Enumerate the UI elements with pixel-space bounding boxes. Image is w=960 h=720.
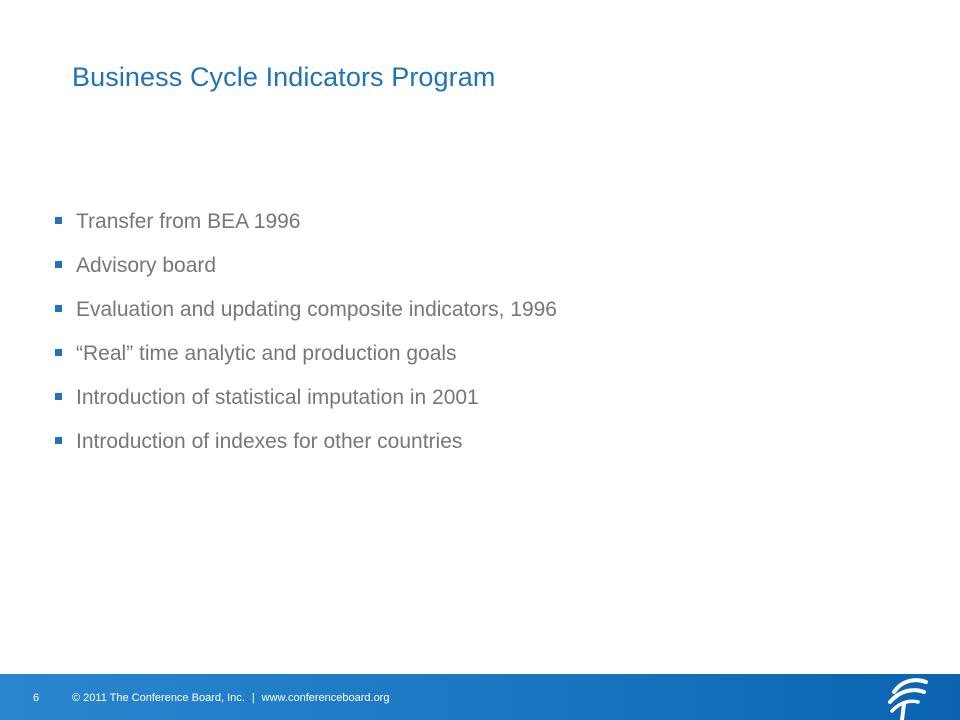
square-bullet-icon (55, 261, 62, 268)
slide-title: Business Cycle Indicators Program (72, 62, 496, 92)
bullet-item (52, 334, 557, 378)
bullet-text: Evaluation and updating composite indicators, 1996 (76, 298, 557, 321)
bullet-text: Transfer from BEA 1996 (76, 210, 301, 233)
footer-bar (0, 674, 960, 720)
bullet-text: Introduction of indexes for other countries (76, 430, 463, 453)
bullet-item (52, 378, 557, 422)
copyright-text: © 2011 The Conference Board, Inc. (72, 692, 245, 704)
square-bullet-icon (55, 305, 62, 312)
bullet-item (52, 290, 557, 334)
footer-separator: | (251, 692, 255, 704)
conference-board-torch-icon (880, 674, 932, 720)
bullet-text: “Real” time analytic and production goals (76, 342, 457, 365)
bullet-item (52, 202, 557, 246)
bullet-item (52, 246, 557, 290)
bullet-item (52, 422, 557, 466)
website-link[interactable]: www.conferenceboard.org (261, 692, 390, 704)
bullet-list (52, 202, 557, 466)
square-bullet-icon (55, 349, 62, 356)
square-bullet-icon (55, 437, 62, 444)
bullet-text: Introduction of statistical imputation in 2001 (76, 386, 479, 409)
square-bullet-icon (55, 393, 62, 400)
page-number: 6 (33, 692, 40, 704)
footer-text (72, 692, 389, 704)
bullet-text: Advisory board (76, 254, 217, 277)
square-bullet-icon (55, 217, 62, 224)
